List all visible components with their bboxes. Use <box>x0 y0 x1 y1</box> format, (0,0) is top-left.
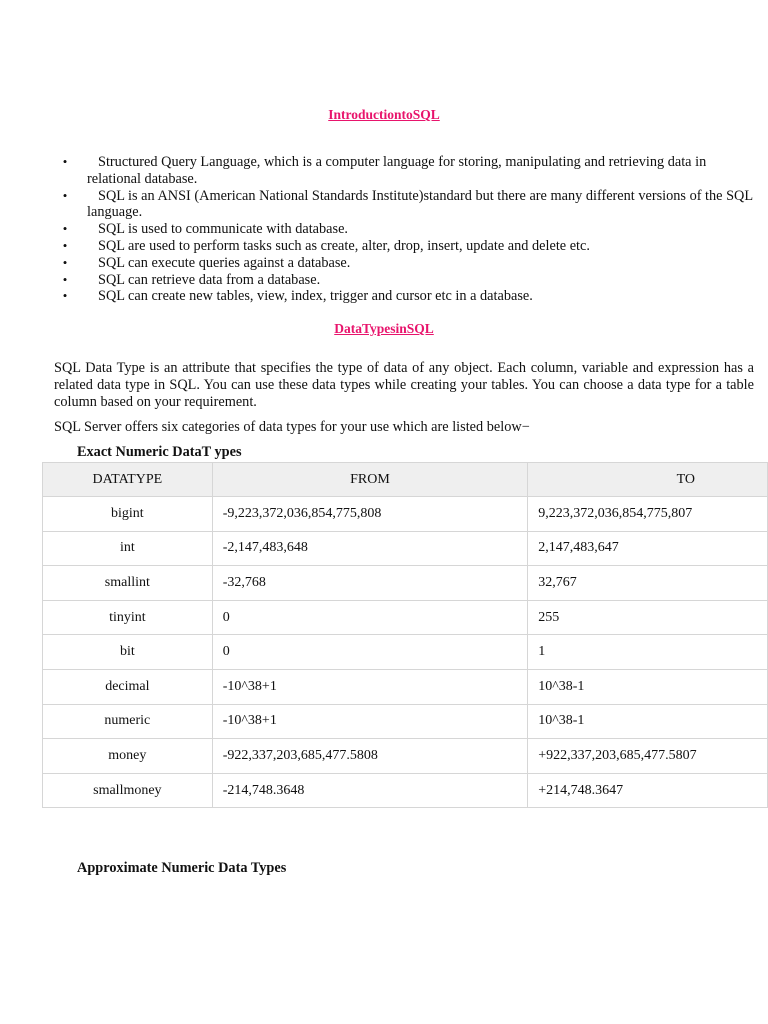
cell-from: -2,147,483,648 <box>212 531 528 566</box>
cell-datatype: smallmoney <box>43 773 213 808</box>
table-row <box>43 669 768 704</box>
bullet-text: SQL can create new tables, view, index, trigger and cursor etc in a database. <box>98 288 533 305</box>
cell-to: 1 <box>528 635 768 670</box>
cell-from: -32,768 <box>212 566 528 601</box>
list-item <box>60 238 756 255</box>
cell-datatype: smallint <box>43 566 213 601</box>
bullet-text: SQL is used to communicate with database. <box>98 221 349 238</box>
cell-from: 0 <box>212 635 528 670</box>
column-header-to: TO <box>528 463 768 497</box>
bullet-text: Structured Query Language, which is a computer language for storing, manipulating and retrieving data in relational database. <box>87 154 707 187</box>
bullet-icon: • <box>62 237 68 253</box>
column-header-datatype: DATATYPE <box>43 463 213 497</box>
table-row <box>43 497 768 532</box>
cell-datatype: bigint <box>43 497 213 532</box>
cell-from: -922,337,203,685,477.5808 <box>212 739 528 774</box>
intro-heading: IntroductiontoSQL <box>328 107 440 122</box>
cell-to: 255 <box>528 600 768 635</box>
bullet-icon: • <box>62 254 68 270</box>
exact-numeric-heading: Exact Numeric DataT ypes <box>77 444 242 460</box>
table-row <box>43 773 768 808</box>
cell-datatype: decimal <box>43 669 213 704</box>
cell-from: 0 <box>212 600 528 635</box>
table-row <box>43 566 768 601</box>
cell-datatype: int <box>43 531 213 566</box>
bullet-text: SQL is an ANSI (American National Standards Institute)standard but there are many different versions of the SQL language. <box>87 187 753 221</box>
bullet-text: SQL can execute queries against a database. <box>98 254 351 271</box>
table-row <box>43 739 768 774</box>
bullet-icon: • <box>62 221 68 237</box>
list-item <box>60 272 756 289</box>
column-header-from: FROM <box>212 463 528 497</box>
cell-to: +214,748.3647 <box>528 773 768 808</box>
approx-numeric-heading: Approximate Numeric Data Types <box>77 860 287 876</box>
table-header-row <box>43 463 768 497</box>
bullet-icon: • <box>62 271 68 287</box>
table-row <box>43 531 768 566</box>
bullet-icon: • <box>62 154 68 169</box>
cell-to: 32,767 <box>528 566 768 601</box>
cell-from: -10^38+1 <box>212 704 528 739</box>
cell-to: 2,147,483,647 <box>528 531 768 566</box>
list-item <box>60 188 756 222</box>
exact-numeric-table <box>42 462 768 808</box>
cell-datatype: tinyint <box>43 600 213 635</box>
cell-datatype: money <box>43 739 213 774</box>
cell-from: -9,223,372,036,854,775,808 <box>212 497 528 532</box>
datatype-description: SQL Data Type is an attribute that specifies the type of data of any object. Each column, variable and expression has a related data type in SQL. You can use these data types while creating your tables. You can choose a data type for a table column based on your requirement. <box>54 360 754 410</box>
cell-from: -10^38+1 <box>212 669 528 704</box>
list-item <box>60 221 756 238</box>
datatypes-heading: DataTypesinSQL <box>334 321 434 336</box>
cell-to: 10^38-1 <box>528 669 768 704</box>
list-item <box>60 154 756 188</box>
bullet-icon: • <box>62 187 68 203</box>
list-item <box>60 288 756 305</box>
cell-to: 9,223,372,036,854,775,807 <box>528 497 768 532</box>
table-row <box>43 704 768 739</box>
cell-from: -214,748.3648 <box>212 773 528 808</box>
table-row <box>43 600 768 635</box>
cell-datatype: numeric <box>43 704 213 739</box>
table-row <box>43 635 768 670</box>
cell-to: 10^38-1 <box>528 704 768 739</box>
cell-to: +922,337,203,685,477.5807 <box>528 739 768 774</box>
cell-datatype: bit <box>43 635 213 670</box>
bullet-text: SQL are used to perform tasks such as create, alter, drop, insert, update and delete etc. <box>98 237 590 254</box>
categories-intro: SQL Server offers six categories of data types for your use which are listed below− <box>54 419 530 435</box>
list-item <box>60 255 756 272</box>
bullet-text: SQL can retrieve data from a database. <box>98 271 321 288</box>
bullet-icon: • <box>62 288 68 304</box>
intro-bullet-list <box>60 154 756 305</box>
